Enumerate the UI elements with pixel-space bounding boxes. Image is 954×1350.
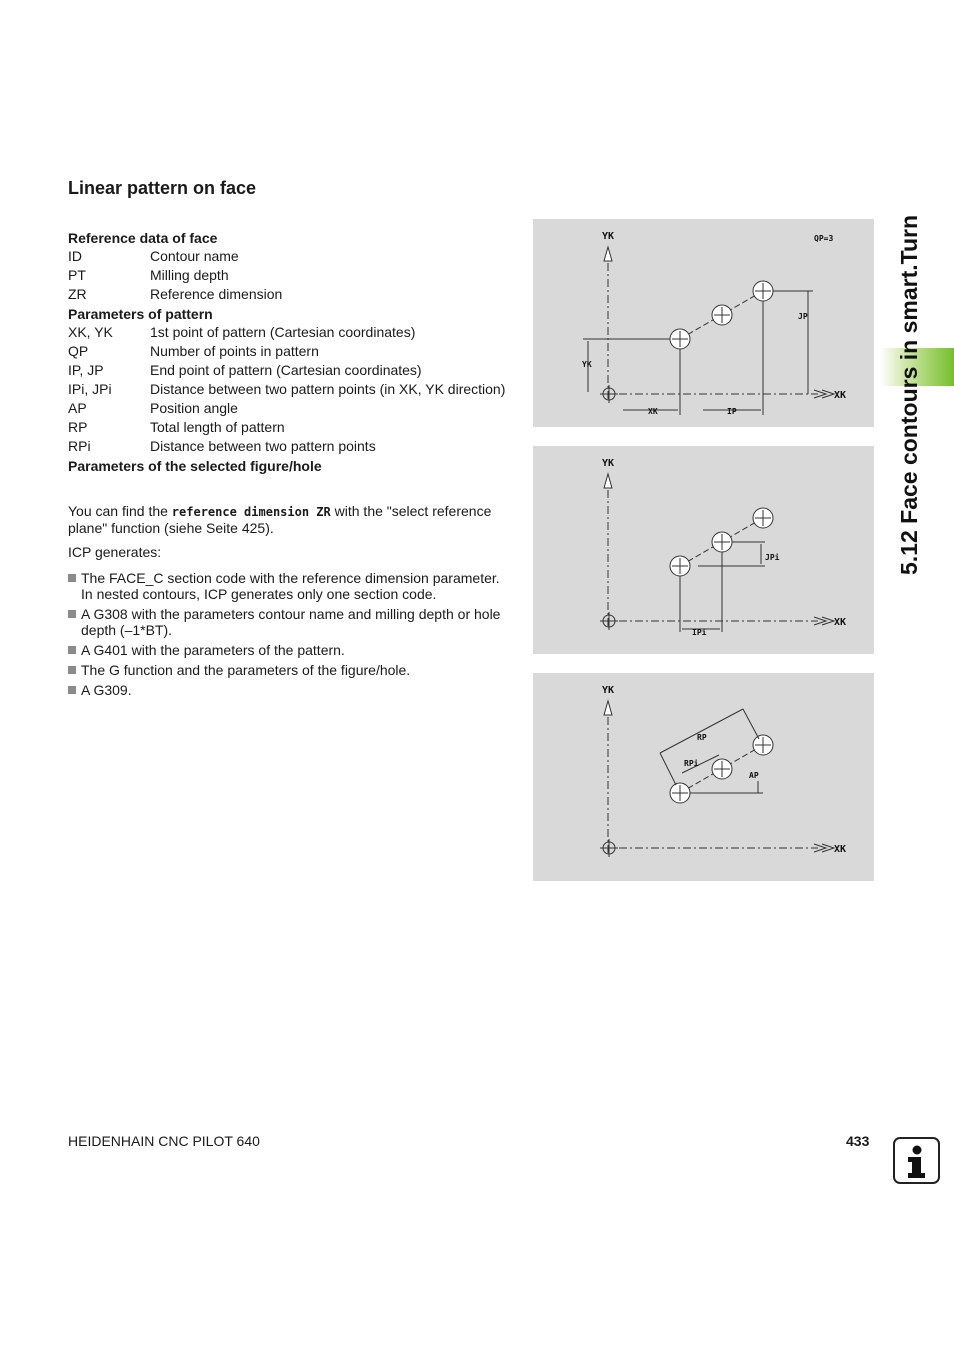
bullet-square-icon: [68, 610, 76, 618]
param-code: RPi: [68, 438, 91, 454]
qp-label: QP=3: [814, 234, 834, 243]
rp-label: RP: [697, 733, 707, 742]
param-desc: Distance between two pattern points (in XK, YK direction): [150, 381, 506, 397]
bullet-text: A G308 with the parameters contour name and milling depth or hole depth (–1*BT).: [81, 606, 501, 638]
yk-axis-label: YK: [602, 685, 615, 696]
param-code: ID: [68, 248, 82, 264]
param-row: [68, 362, 518, 378]
list-item: [68, 642, 513, 658]
inline-code: reference dimension ZR: [171, 505, 331, 519]
param-row: [68, 286, 518, 302]
list-item: [68, 662, 513, 678]
bullet-list: [68, 570, 513, 702]
param-desc: End point of pattern (Cartesian coordinates): [150, 362, 422, 378]
figure-pattern-increments: [533, 446, 874, 654]
paragraph-text: with the "select reference plane" function (siehe Seite 425).: [68, 503, 492, 536]
parameter-list: [68, 229, 518, 476]
bullet-text: The G function and the parameters of the figure/hole.: [81, 662, 411, 678]
figure-pattern-points: [533, 219, 874, 427]
param-code: PT: [68, 267, 86, 283]
param-desc: Number of points in pattern: [150, 343, 319, 359]
param-code: QP: [68, 343, 89, 359]
param-code: IP, JP: [68, 362, 104, 378]
bullet-text: A G309.: [81, 682, 132, 698]
yk-axis-label: YK: [602, 458, 615, 469]
xk-axis-label: XK: [834, 390, 847, 401]
param-desc: 1st point of pattern (Cartesian coordinates): [150, 324, 416, 340]
reference-paragraph: [68, 503, 513, 536]
param-row: [68, 248, 518, 264]
ipi-label: IPi: [692, 628, 707, 637]
list-item: [68, 682, 513, 698]
bullet-square-icon: [68, 666, 76, 674]
bullet-text: The FACE_C section code with the reference dimension parameter. In nested contours, ICP generates only one section code.: [81, 570, 500, 602]
bullet-square-icon: [68, 574, 76, 582]
info-glyph: [895, 1139, 938, 1182]
param-row: [68, 381, 518, 397]
bullet-text: A G401 with the parameters of the pattern.: [81, 642, 345, 658]
ap-label: AP: [749, 771, 759, 780]
ip-label: IP: [727, 407, 737, 416]
param-code: ZR: [68, 286, 87, 302]
param-code: RP: [68, 419, 88, 435]
info-icon: [893, 1137, 940, 1184]
rpi-label: RPi: [684, 759, 699, 768]
param-row: [68, 324, 518, 340]
figure-pattern-polar: [533, 673, 874, 881]
chapter-side-title: 5.12 Face contours in smart.Turn: [896, 214, 922, 575]
param-code: AP: [68, 400, 87, 416]
xk-dimension-label: XK: [648, 407, 658, 416]
param-row: [68, 343, 518, 359]
param-desc: Total length of pattern: [150, 419, 285, 435]
figure-1-drawing: [533, 219, 874, 427]
param-row: [68, 438, 518, 454]
param-row: [68, 419, 518, 435]
footer-product: HEIDENHAIN CNC PILOT 640: [68, 1133, 260, 1149]
figure-3-drawing: [533, 673, 874, 881]
section-title: Linear pattern on face: [68, 178, 257, 198]
bullet-square-icon: [68, 646, 76, 654]
pattern-heading: Parameters of pattern: [68, 306, 213, 322]
bullet-square-icon: [68, 686, 76, 694]
figure-heading: Parameters of the selected figure/hole: [68, 458, 322, 474]
yk-dimension-label: YK: [582, 360, 592, 369]
param-code: XK, YK: [68, 324, 113, 340]
param-row: [68, 267, 518, 283]
jp-label: JP: [798, 312, 808, 321]
jpi-label: JPi: [765, 553, 780, 562]
yk-axis-label: YK: [602, 231, 615, 242]
param-desc: Milling depth: [150, 267, 229, 283]
param-desc: Contour name: [150, 248, 239, 264]
param-code: IPi, JPi: [68, 381, 112, 397]
list-item: [68, 570, 513, 602]
param-desc: Reference dimension: [150, 286, 283, 302]
page-number: 433: [846, 1133, 870, 1149]
figure-2-drawing: [533, 446, 874, 654]
paragraph-text: You can find the: [68, 503, 172, 519]
xk-axis-label: XK: [834, 617, 847, 628]
icp-generates-text: ICP generates:: [68, 544, 162, 560]
xk-axis-label: XK: [834, 844, 847, 855]
param-desc: Position angle: [150, 400, 238, 416]
reference-heading: Reference data of face: [68, 230, 218, 246]
param-desc: Distance between two pattern points: [150, 438, 376, 454]
param-row: [68, 400, 518, 416]
list-item: [68, 606, 513, 638]
